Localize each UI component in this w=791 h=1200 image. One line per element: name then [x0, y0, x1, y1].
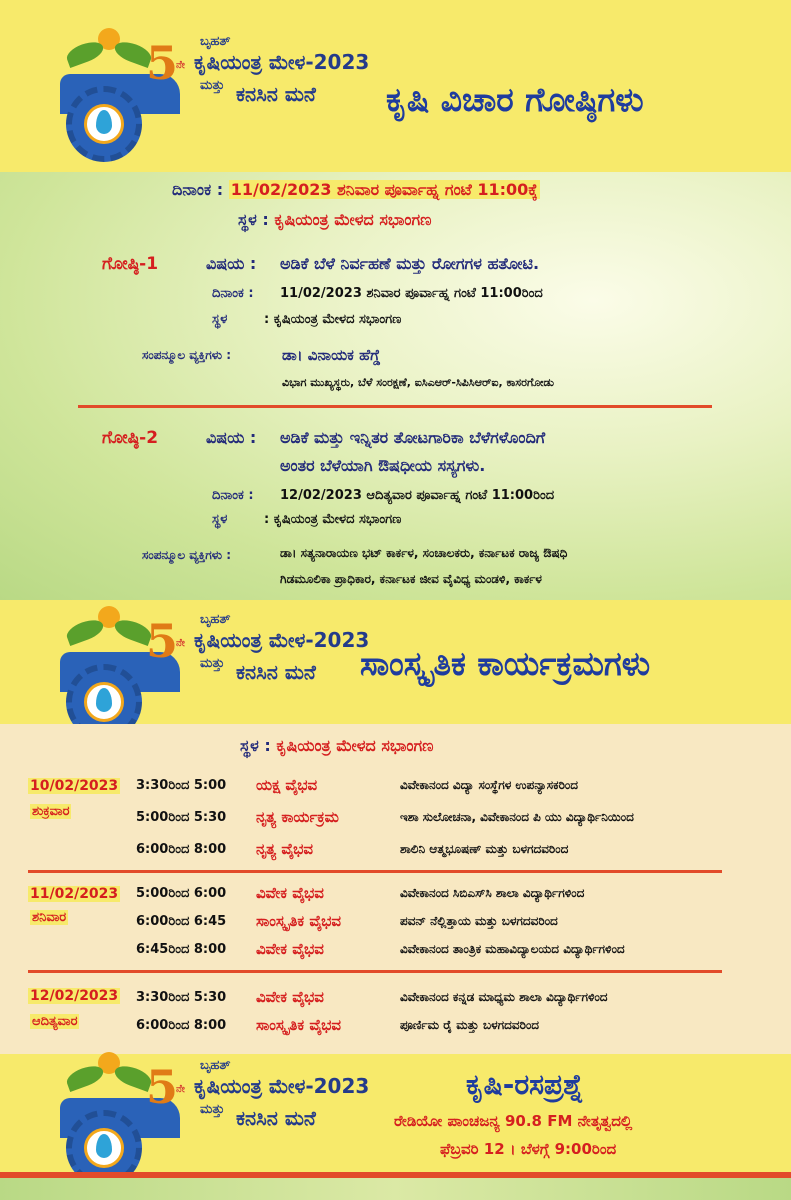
session-1-name: ಗೋಷ್ಠಿ-1 [102, 254, 159, 274]
event-title: ವಿವೇಕ ವೈಭವ [256, 884, 324, 902]
water-drop-icon [96, 688, 112, 712]
bottom-green-strip [0, 1178, 791, 1200]
event-time: 5:00ರಿಂದ 6:00 [136, 886, 227, 901]
water-drop-icon [96, 110, 112, 134]
day-3-date: 12/02/2023 [30, 988, 119, 1004]
day-2-date: 11/02/2023 [30, 886, 119, 902]
seminar-date-line: ದಿನಾಂಕ : 11/02/2023 ಶನಿವಾರ ಪೂರ್ವಾಹ್ನ ಗಂಟೆ 11:00ಕ್ಕೆ [172, 180, 538, 199]
event-title: ಸಾಂಸ್ಕೃತಿಕ ವೈಭವ [256, 912, 341, 930]
session-2-speaker: ಡಾ। ಸತ್ಯನಾರಾಯಣ ಭಟ್ ಕಾರ್ಕಳ, ಸಂಚಾಲಕರು, ಕರ್ನಾಟಕ ರಾಜ್ಯ ಔಷಧಿ [280, 546, 568, 560]
session-2-date: 12/02/2023 ಆದಿತ್ಯವಾರ ಪೂರ್ವಾಹ್ನ ಗಂಟೆ 11:00ರಿಂದ [280, 488, 555, 503]
session-2-topic-line-2: ಅಂತರ ಬೆಳೆಯಾಗಿ ಔಷಧೀಯ ಸಸ್ಯಗಳು. [280, 456, 486, 475]
session-divider [78, 405, 712, 408]
section2-heading: ಸಾಂಸ್ಕೃತಿಕ ಕಾರ್ಯಕ್ರಮಗಳು [360, 644, 651, 683]
session-1-speaker-affiliation: ವಿಭಾಗ ಮುಖ್ಯಸ್ಥರು, ಬೆಳೆ ಸಂರಕ್ಷಣೆ, ಐಸಿಎಆರ್-ಸಿಪಿಸಿಆರ್‌ಐ, ಕಾಸರಗೋಡು [282, 376, 555, 389]
event-title: ನೃತ್ಯ ಕಾರ್ಯಕ್ರಮ [256, 808, 339, 826]
section1-heading: ಕೃಷಿ ವಿಚಾರ ಗೋಷ್ಠಿಗಳು [386, 80, 644, 119]
leaf-icon [64, 1062, 106, 1092]
event-performer: ಇಶಾ ಸುಲೋಚನಾ, ವಿವೇಕಾನಂದ ಪಿ ಯು ವಿದ್ಯಾರ್ಥಿನಿಯಿಂದ [400, 810, 634, 824]
event-time: 5:00ರಿಂದ 5:30 [136, 810, 227, 825]
event-logo: 5 ನೇ ಬೃಹತ್ ಕೃಷಿಯಂತ್ರ ಮೇಳ-2023 ಮತ್ತು ಕನಸಿನ ಮನೆ [30, 1050, 330, 1180]
section3-heading: ಕೃಷಿ-ರಸಪ್ರಶ್ನೆ [466, 1068, 584, 1101]
event-time: 6:00ರಿಂದ 8:00 [136, 1018, 227, 1033]
session-2-speaker-affiliation: ಗಿಡಮೂಲಿಕಾ ಪ್ರಾಧಿಕಾರ, ಕರ್ನಾಟಕ ಜೀವ ವೈವಿಧ್ಯ ಮಂಡಳಿ, ಕಾರ್ಕಳ [280, 572, 542, 586]
event-title: ಸಾಂಸ್ಕೃತಿಕ ವೈಭವ [256, 1016, 341, 1034]
session-1-topic: ಅಡಿಕೆ ಬೆಳೆ ನಿರ್ವಹಣೆ ಮತ್ತು ರೋಗಗಳ ಹತೋಟಿ. [280, 254, 540, 273]
event-time: 6:00ರಿಂದ 8:00 [136, 842, 227, 857]
leaf-icon [64, 616, 106, 646]
event-performer: ಪೂರ್ಣಿಮ ರೈ ಮತ್ತು ಬಳಗದವರಿಂದ [400, 1018, 540, 1032]
day-1-date: 10/02/2023 [30, 778, 119, 794]
quiz-radio-line: ರೇಡಿಯೋ ಪಾಂಚಜನ್ಯ 90.8 FM ನೇತೃತ್ವದಲ್ಲಿ [394, 1112, 633, 1130]
event-performer: ವಿವೇಕಾನಂದ ಸಿಬಿಎಸ್‌ಸಿ ಶಾಲಾ ವಿದ್ಯಾರ್ಥಿಗಳಿಂದ [400, 886, 585, 900]
session-2-venue: : ಕೃಷಿಯಂತ್ರ ಮೇಳದ ಸಭಾಂಗಣ [264, 512, 402, 527]
session-2-name: ಗೋಷ್ಠಿ-2 [102, 428, 159, 448]
logo-number: 5 [146, 36, 179, 90]
event-performer: ಶಾಲಿನಿ ಆತ್ಮಭೂಷಣ್ ಮತ್ತು ಬಳಗದವರಿಂದ [400, 842, 569, 856]
event-performer: ವಿವೇಕಾನಂದ ತಾಂತ್ರಿಕ ಮಹಾವಿದ್ಯಾಲಯದ ವಿದ್ಯಾರ್ಥಿಗಳಿಂದ [400, 942, 625, 956]
event-title: ಯಕ್ಷ ವೈಭವ [256, 776, 318, 794]
event-logo: 5 ನೇ ಬೃಹತ್ ಕೃಷಿಯಂತ್ರ ಮೇಳ-2023 ಮತ್ತು ಕನಸಿನ ಮನೆ [30, 604, 330, 734]
day-3-weekday: ಆದಿತ್ಯವಾರ [32, 1014, 78, 1029]
session-1-date: 11/02/2023 ಶನಿವಾರ ಪೂರ್ವಾಹ್ನ ಗಂಟೆ 11:00ರಿಂದ [280, 286, 543, 301]
day-2-weekday: ಶನಿವಾರ [32, 910, 67, 925]
event-time: 6:45ರಿಂದ 8:00 [136, 942, 227, 957]
logo-title: ಕೃಷಿಯಂತ್ರ ಮೇಳ-2023 [194, 50, 370, 74]
event-time: 3:30ರಿಂದ 5:30 [136, 990, 227, 1005]
event-title: ವಿವೇಕ ವೈಭವ [256, 940, 324, 958]
session-2-topic-line-1: ಅಡಿಕೆ ಮತ್ತು ಇನ್ನಿತರ ತೋಟಗಾರಿಕಾ ಬೆಳೆಗಳೊಂದಿಗೆ [280, 428, 546, 447]
cultural-venue-line: ಸ್ಥಳ : ಕೃಷಿಯಂತ್ರ ಮೇಳದ ಸಭಾಂಗಣ [240, 736, 434, 755]
quiz-date-line: ಫೆಬ್ರವರಿ 12 । ಬೆಳಗ್ಗೆ 9:00ರಿಂದ [440, 1140, 617, 1158]
day-1-weekday: ಶುಕ್ರವಾರ [32, 804, 70, 819]
event-performer: ವಿವೇಕಾನಂದ ವಿದ್ಯಾ ಸಂಸ್ಥೆಗಳ ಉಪನ್ಯಾಸಕರಿಂದ [400, 778, 578, 792]
water-drop-icon [96, 1134, 112, 1158]
leaf-icon [64, 38, 106, 68]
logo-subtitle: ಕನಸಿನ ಮನೆ [236, 82, 316, 106]
event-title: ವಿವೇಕ ವೈಭವ [256, 988, 324, 1006]
day-divider [28, 970, 722, 973]
session-1-speaker: ಡಾ। ವಿನಾಯಕ ಹೆಗ್ಡೆ [282, 346, 381, 364]
event-logo: 5 ನೇ ಬೃಹತ್ ಕೃಷಿಯಂತ್ರ ಮೇಳ-2023 ಮತ್ತು ಕನಸಿನ ಮನೆ [30, 26, 330, 156]
event-performer: ಪವನ್ ನೆಲ್ಲಿತ್ತಾಯ ಮತ್ತು ಬಳಗದವರಿಂದ [400, 914, 558, 928]
event-performer: ವಿವೇಕಾನಂದ ಕನ್ನಡ ಮಾಧ್ಯಮ ಶಾಲಾ ವಿದ್ಯಾರ್ಥಿಗಳಿಂದ [400, 990, 608, 1004]
event-time: 6:00ರಿಂದ 6:45 [136, 914, 227, 929]
event-time: 3:30ರಿಂದ 5:00 [136, 778, 227, 793]
session-1-venue: : ಕೃಷಿಯಂತ್ರ ಮೇಳದ ಸಭಾಂಗಣ [264, 312, 402, 327]
event-title: ನೃತ್ಯ ವೈಭವ [256, 840, 314, 858]
day-divider [28, 870, 722, 873]
seminar-venue-line: ಸ್ಥಳ : ಕೃಷಿಯಂತ್ರ ಮೇಳದ ಸಭಾಂಗಣ [238, 210, 432, 229]
